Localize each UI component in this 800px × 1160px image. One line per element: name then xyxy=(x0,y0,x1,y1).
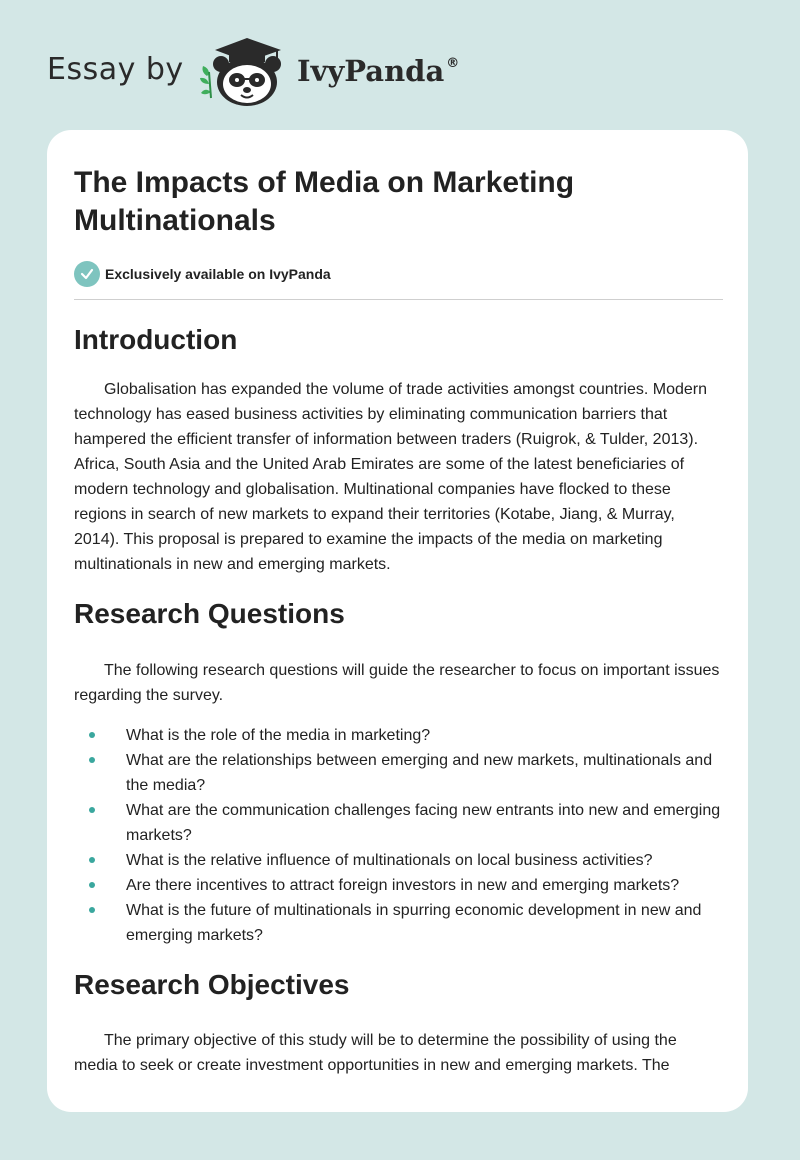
title-divider xyxy=(74,299,723,300)
site-header xyxy=(47,30,547,110)
essay-content xyxy=(74,164,723,1078)
brand-text: IvyPanda xyxy=(297,54,445,88)
introduction-paragraph: Globalisation has expanded the volume of trade activities amongst countries. Modern technology has eased business activities by eliminating communication barriers that hampered the efficient transfer of information between traders (Ruigrok, & Tulder, 2013). Africa, South Asia and the United Arab Emirates are some of the latest beneficiaries of modern technology and globalisation. Multinational companies have flocked to these regions in search of new markets to expand their territories (Kotabe, Jiang, & Murray, 2014). This proposal is prepared to examine the impacts of the media on marketing multinationals in new and emerging markets. xyxy=(74,381,708,573)
section-heading-introduction: Introduction xyxy=(74,324,238,355)
brand-name xyxy=(297,54,459,88)
exclusive-badge-label: Exclusively available on IvyPanda xyxy=(105,266,331,282)
essay-title: The Impacts of Media on Marketing Multinationals xyxy=(74,166,575,237)
check-circle-icon xyxy=(74,261,100,287)
section-heading-research-questions: Research Questions xyxy=(74,598,345,629)
list-item: Are there incentives to attract foreign investors in new and emerging markets? xyxy=(74,873,723,898)
section-heading-research-objectives: Research Objectives xyxy=(74,969,350,1000)
registered-mark: ® xyxy=(446,56,460,71)
list-item: What is the future of multinationals in spurring economic development in new and emerging markets? xyxy=(74,898,723,948)
exclusive-badge xyxy=(74,260,723,288)
list-item: What is the relative influence of multinationals on local business activities? xyxy=(74,848,723,873)
essay-card xyxy=(47,130,748,1112)
list-item: What are the relationships between emerging and new markets, multinationals and the media? xyxy=(74,748,723,798)
ivypanda-logo[interactable] xyxy=(199,32,499,108)
research-questions-paragraph: The following research questions will guide the researcher to focus on important issues regarding the survey. xyxy=(74,662,720,704)
ivy-leaf-icon xyxy=(200,66,211,98)
list-item: What is the role of the media in marketing? xyxy=(74,723,723,748)
research-objectives-paragraph: The primary objective of this study will be to determine the possibility of using the media to seek or create investment opportunities in new and emerging markets. The xyxy=(74,1032,677,1074)
essay-by-label: Essay by xyxy=(47,52,184,87)
list-item: What are the communication challenges facing new entrants into new and emerging markets? xyxy=(74,798,723,848)
panda-graduate-logo-icon xyxy=(199,32,299,108)
research-questions-list xyxy=(74,723,723,948)
